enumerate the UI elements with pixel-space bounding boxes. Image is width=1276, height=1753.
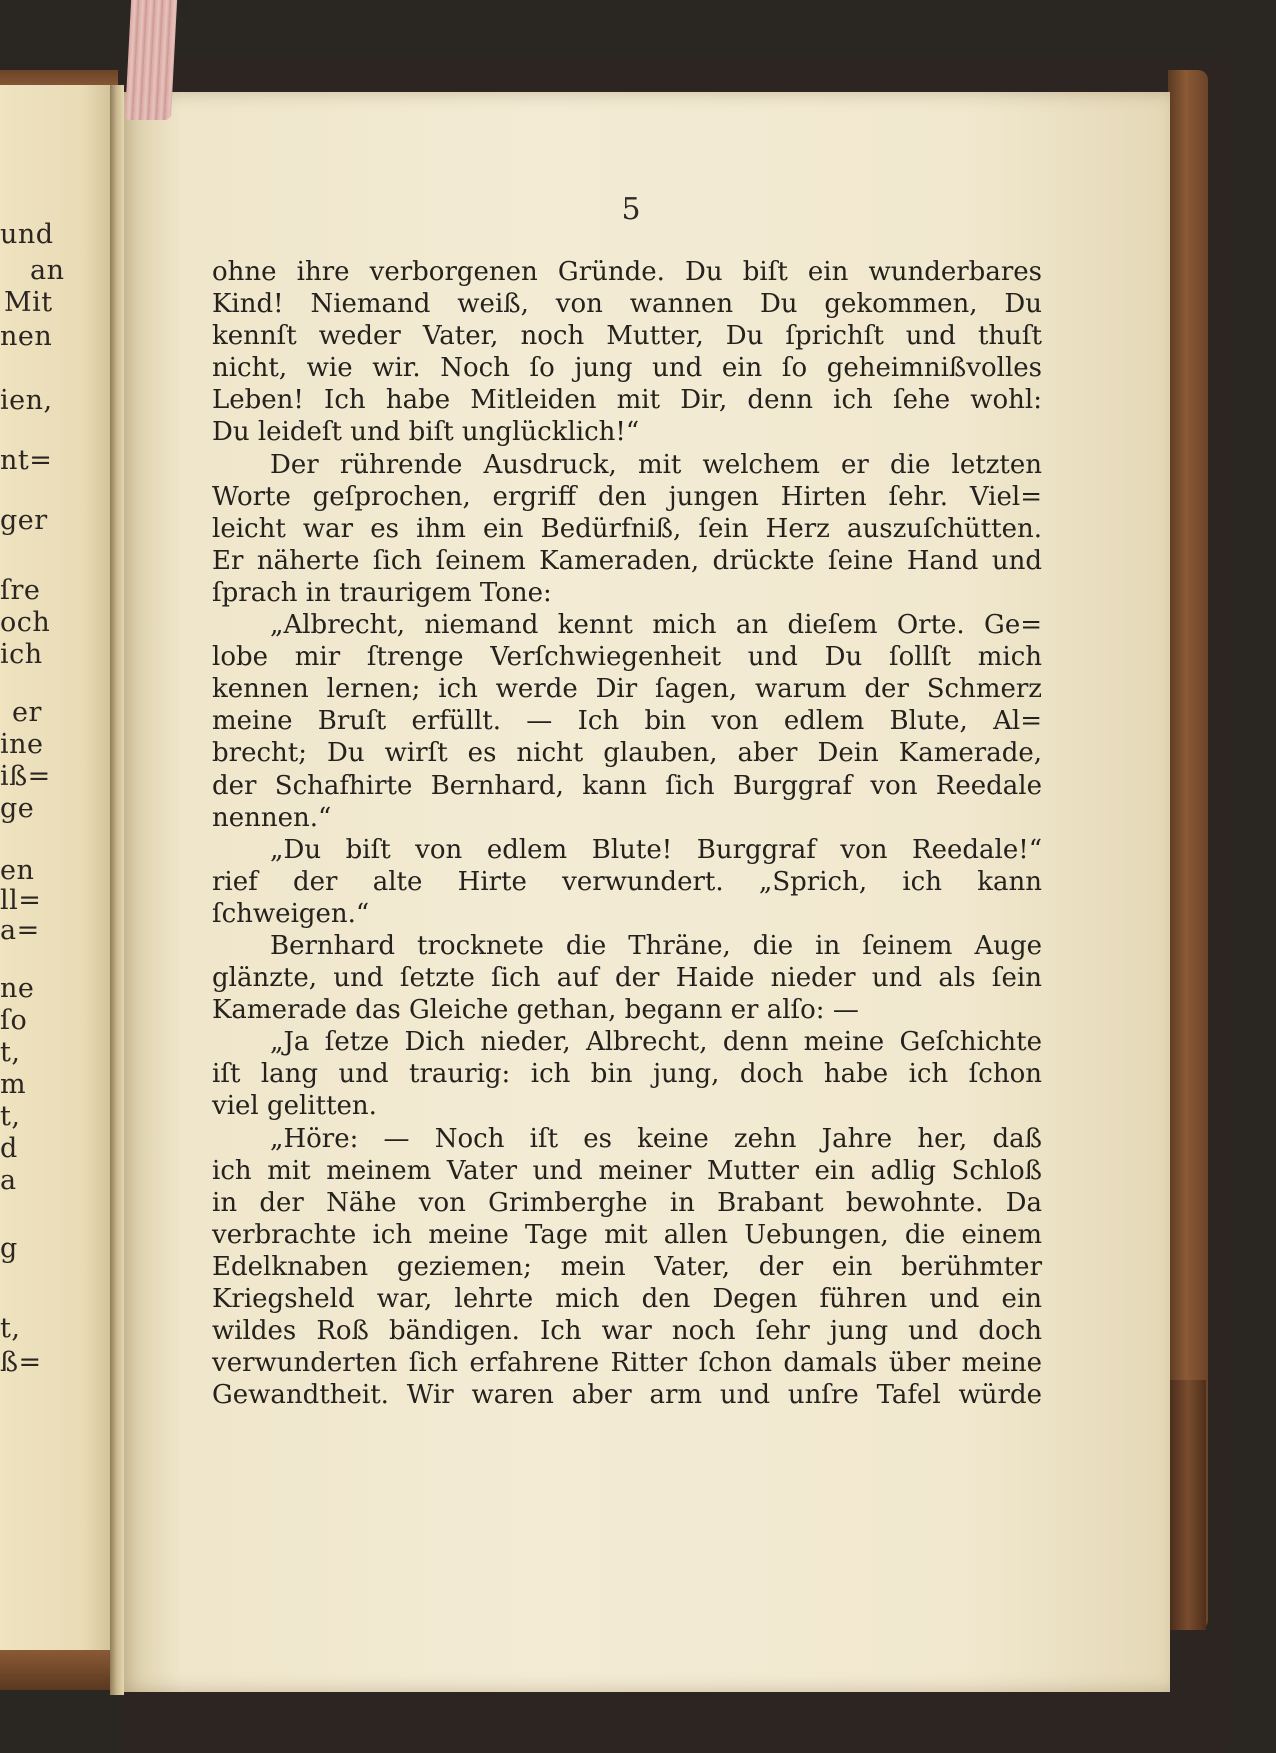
left-page-fragment: ſo: [0, 1005, 28, 1036]
text-line: „Albrecht, niemand kennt mich an dieſem Orte. Ge=: [270, 610, 1042, 641]
text-line: Der rührende Ausdruck, mit welchem er die letzten: [270, 449, 1042, 480]
text-line: iſt lang und traurig: ich bin jung, doch habe ich ſchon: [212, 1059, 1042, 1090]
left-page-fragment: a: [0, 1165, 17, 1196]
text-line: Du leideſt und biſt unglücklich!“: [212, 417, 640, 448]
left-page-fragment: och: [0, 607, 51, 638]
text-line: Worte geſprochen, ergriff den jungen Hirten ſehr. Viel=: [212, 481, 1042, 512]
left-page-fragment: iß=: [0, 761, 51, 792]
page-text: [212, 256, 1042, 1411]
text-line: meine Bruſt erfüllt. — Ich bin von edlem Blute, Al=: [212, 706, 1042, 737]
previous-page: [0, 85, 118, 1665]
left-page-fragment: ich: [0, 639, 43, 670]
text-line: wildes Roß bändigen. Ich war noch ſehr jung und doch: [212, 1316, 1042, 1347]
left-page-fragment: nen: [0, 321, 53, 352]
left-cover-leather-bottom: [0, 1650, 118, 1690]
text-line: verwunderten ſich erfahrene Ritter ſchon damals über meine: [212, 1348, 1042, 1379]
left-page-fragment: t,: [0, 1037, 21, 1068]
left-page-fragment: nt=: [0, 445, 53, 476]
text-line: leicht war es ihm ein Bedürfniß, ſein Herz auszuſchütten.: [212, 513, 1042, 544]
left-page-fragment: t,: [0, 1313, 21, 1344]
text-line: nennen.“: [212, 802, 332, 833]
text-line: Gewandtheit. Wir waren aber arm und unſre Tafel würde: [212, 1380, 1042, 1411]
text-line: in der Nähe von Grimberghe in Brabant bewohnte. Da: [212, 1187, 1042, 1218]
text-line: verbrachte ich meine Tage mit allen Uebungen, die einem: [212, 1219, 1042, 1250]
left-page-fragment: g: [0, 1233, 18, 1264]
left-page-fragment: ge: [0, 793, 35, 824]
text-line: der Schafhirte Bernhard, kann ſich Burggraf von Reedale: [212, 770, 1042, 801]
text-line: glänzte, und ſetzte ſich auf der Haide nieder und als ſein: [212, 963, 1042, 994]
text-line: Er näherte ſich ſeinem Kameraden, drückte ſeine Hand und: [212, 545, 1042, 576]
text-line: „Du biſt von edlem Blute! Burggraf von Reedale!“: [270, 834, 1042, 865]
bookmark-ribbon: [125, 0, 177, 120]
text-line: viel gelitten.: [212, 1091, 377, 1122]
text-line: nicht, wie wir. Noch ſo jung und ein ſo geheimnißvolles: [212, 353, 1042, 384]
text-line: Kamerade das Gleiche gethan, begann er alſo: —: [212, 995, 859, 1026]
text-line: Edelknaben geziemen; mein Vater, der ein berühmter: [212, 1251, 1042, 1282]
text-line: kennen lernen; ich werde Dir ſagen, warum der Schmerz: [212, 674, 1042, 705]
text-line: „Höre: — Noch iſt es keine zehn Jahre her, daß: [270, 1123, 1042, 1154]
page-gutter: [110, 85, 124, 1695]
left-page-fragment: ne: [0, 973, 35, 1004]
page-number: 5: [621, 192, 641, 227]
text-line: Bernhard trocknete die Thräne, die in ſeinem Auge: [270, 930, 1042, 961]
left-page-fragment: an: [30, 255, 65, 286]
text-line: ſprach in traurigem Tone:: [212, 577, 552, 608]
left-page-fragment: ſre: [0, 575, 41, 606]
text-line: rief der alte Hirte verwundert. „Sprich, ich kann: [212, 866, 1042, 897]
left-page-fragment: ien,: [0, 385, 53, 416]
text-line: Leben! Ich habe Mitleiden mit Dir, denn ich ſehe wohl:: [212, 385, 1042, 416]
text-line: ſchweigen.“: [212, 898, 370, 929]
text-line: brecht; Du wirſt es nicht glauben, aber Dein Kamerade,: [212, 738, 1042, 769]
text-line: ich mit meinem Vater und meiner Mutter ein adlig Schloß: [212, 1155, 1042, 1186]
left-page-fragment: ß=: [0, 1347, 42, 1378]
left-page-fragment: m: [0, 1069, 27, 1100]
text-line: kennſt weder Vater, noch Mutter, Du ſprichſt und thuſt: [212, 321, 1042, 352]
left-page-fragment: en: [0, 855, 35, 886]
text-line: „Ja ſetze Dich nieder, Albrecht, denn meine Geſchichte: [270, 1027, 1042, 1058]
text-line: lobe mir ſtrenge Verſchwiegenheit und Du ſollſt mich: [212, 642, 1042, 673]
text-line: Kind! Niemand weiß, von wannen Du gekommen, Du: [212, 289, 1042, 320]
text-line: Kriegsheld war, lehrte mich den Degen führen und ein: [212, 1284, 1042, 1314]
left-page-fragment: a=: [0, 915, 40, 946]
text-line: ohne ihre verborgenen Gründe. Du biſt ein wunderbares: [212, 257, 1042, 287]
left-page-fragment: d: [0, 1133, 18, 1164]
left-page-fragment: und: [0, 219, 54, 250]
left-page-fragment: ger: [0, 505, 48, 536]
left-page-fragment: ll=: [0, 885, 42, 916]
cover-edge-lower: [1170, 1380, 1206, 1630]
left-page-fragment: ine: [0, 729, 44, 760]
left-page-fragment: t,: [0, 1101, 21, 1132]
left-page-fragment: Mit: [4, 287, 53, 318]
left-page-fragment: er: [12, 697, 42, 728]
